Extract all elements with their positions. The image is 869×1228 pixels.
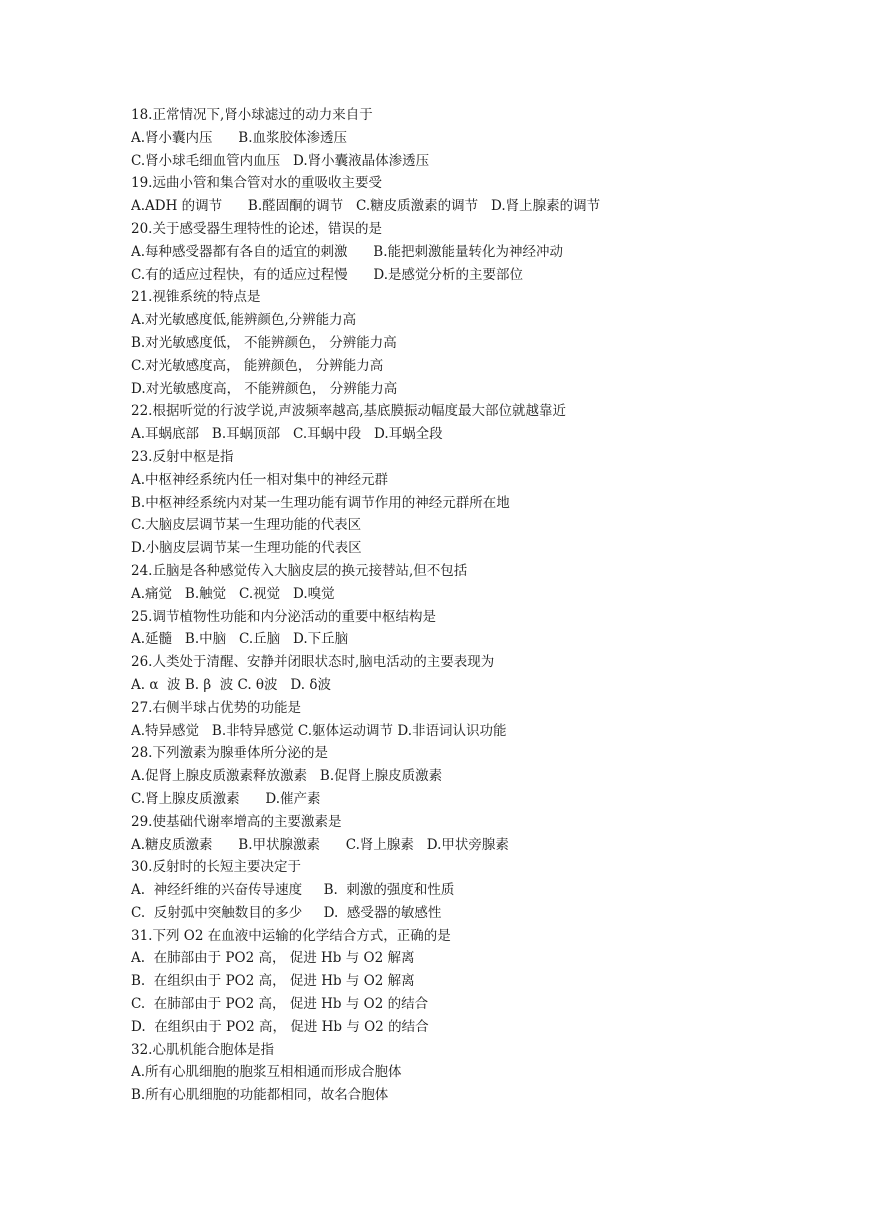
text-line: 31.下列 O2 在血液中运输的化学结合方式，正确的是: [131, 927, 451, 944]
question-list: [131, 104, 831, 1107]
text-line: B.对光敏感度低， 不能辨颜色， 分辨能力高: [131, 334, 397, 351]
text-line: 28.下列激素为腺垂体所分泌的是: [131, 745, 328, 762]
text-line: A.糖皮质激素 B.甲状腺激素 C.肾上腺素 D.甲状旁腺素: [131, 836, 509, 853]
text-line: C.肾上腺皮质激素 D.催产素: [131, 790, 321, 807]
text-line: 26.人类处于清醒、安静并闭眼状态时,脑电活动的主要表现为: [131, 654, 495, 671]
text-line: 32.心肌机能合胞体是指: [131, 1041, 274, 1058]
text-line: A.所有心肌细胞的胞浆互相相通而形成合胞体: [131, 1064, 402, 1081]
text-line: 18.正常情况下,肾小球滤过的动力来自于: [131, 107, 373, 123]
text-line: A.促肾上腺皮质激素释放激素 B.促肾上腺皮质激素: [131, 768, 443, 785]
text-line: B.所有心肌细胞的功能都相同，故名合胞体: [131, 1087, 389, 1104]
text-line: 27.右侧半球占优势的功能是: [131, 699, 301, 716]
text-line: A.耳蜗底部 B.耳蜗顶部 C.耳蜗中段 D.耳蜗全段: [131, 426, 443, 443]
text-line: 22.根据听觉的行波学说,声波频率越高,基底膜振动幅度最大部位就越靠近: [131, 403, 567, 420]
text-line: 29.使基础代谢率增高的主要激素是: [131, 813, 342, 830]
text-line: D.对光敏感度高， 不能辨颜色， 分辨能力高: [131, 380, 398, 397]
text-line: C.对光敏感度高， 能辨颜色， 分辨能力高: [131, 357, 384, 374]
text-line: 20.关于感受器生理特性的论述，错误的是: [131, 220, 382, 237]
text-line: 30.反射时的长短主要决定于: [131, 859, 301, 876]
text-line: C. 在肺部由于 PO2 高， 促进 Hb 与 O2 的结合: [131, 996, 429, 1013]
text-line: A.ADH 的调节 B.醛固酮的调节 C.糖皮质激素的调节 D.肾上腺素的调节: [131, 198, 601, 215]
text-line: A.每种感受器都有各自的适宜的刺激 B.能把刺激能量转化为神经冲动: [131, 243, 563, 260]
text-line: A.痛觉 B.触觉 C.视觉 D.嗅觉: [131, 585, 335, 602]
text-line: B.中枢神经系统内对某一生理功能有调节作用的神经元群所在地: [131, 494, 510, 511]
text-line: A.肾小囊内压 B.血浆胶体渗透压: [131, 129, 347, 146]
text-line: 21.视锥系统的特点是: [131, 289, 261, 306]
text-line: C. 反射弧中突触数目的多少 D. 感受器的敏感性: [131, 904, 442, 921]
text-line: 25.调节植物性功能和内分泌活动的重要中枢结构是: [131, 608, 436, 625]
text-line: 23.反射中枢是指: [131, 448, 234, 465]
text-line: A. 在肺部由于 PO2 高， 促进 Hb 与 O2 解离: [131, 950, 415, 967]
text-line: D.小脑皮层调节某一生理功能的代表区: [131, 540, 362, 557]
text-line: A.延髓 B.中脑 C.丘脑 D.下丘脑: [131, 631, 349, 648]
text-line: C.大脑皮层调节某一生理功能的代表区: [131, 517, 362, 534]
text-line: C.有的适应过程快，有的适应过程慢 D.是感觉分析的主要部位: [131, 266, 524, 283]
text-line: B. 在组织由于 PO2 高， 促进 Hb 与 O2 解离: [131, 973, 415, 990]
text-line: A.对光敏感度低,能辨颜色,分辨能力高: [131, 312, 357, 329]
text-line: 24.丘脑是各种感觉传入大脑皮层的换元接替站,但不包括: [131, 562, 468, 579]
text-line: 19.远曲小管和集合管对水的重吸收主要受: [131, 175, 382, 192]
text-line: A.中枢神经系统内任一相对集中的神经元群: [131, 471, 389, 488]
text-line: A.特异感觉 B.非特异感觉 C.躯体运动调节 D.非语词认识功能: [131, 722, 507, 739]
text-line: A. α 波 B. β 波 C. θ波 D. δ波: [131, 676, 331, 693]
text-line: A. 神经纤维的兴奋传导速度 B. 刺激的强度和性质: [131, 882, 455, 899]
text-line: D. 在组织由于 PO2 高， 促进 Hb 与 O2 的结合: [131, 1018, 429, 1035]
text-line: C.肾小球毛细血管内血压 D.肾小囊液晶体渗透压: [131, 152, 430, 169]
